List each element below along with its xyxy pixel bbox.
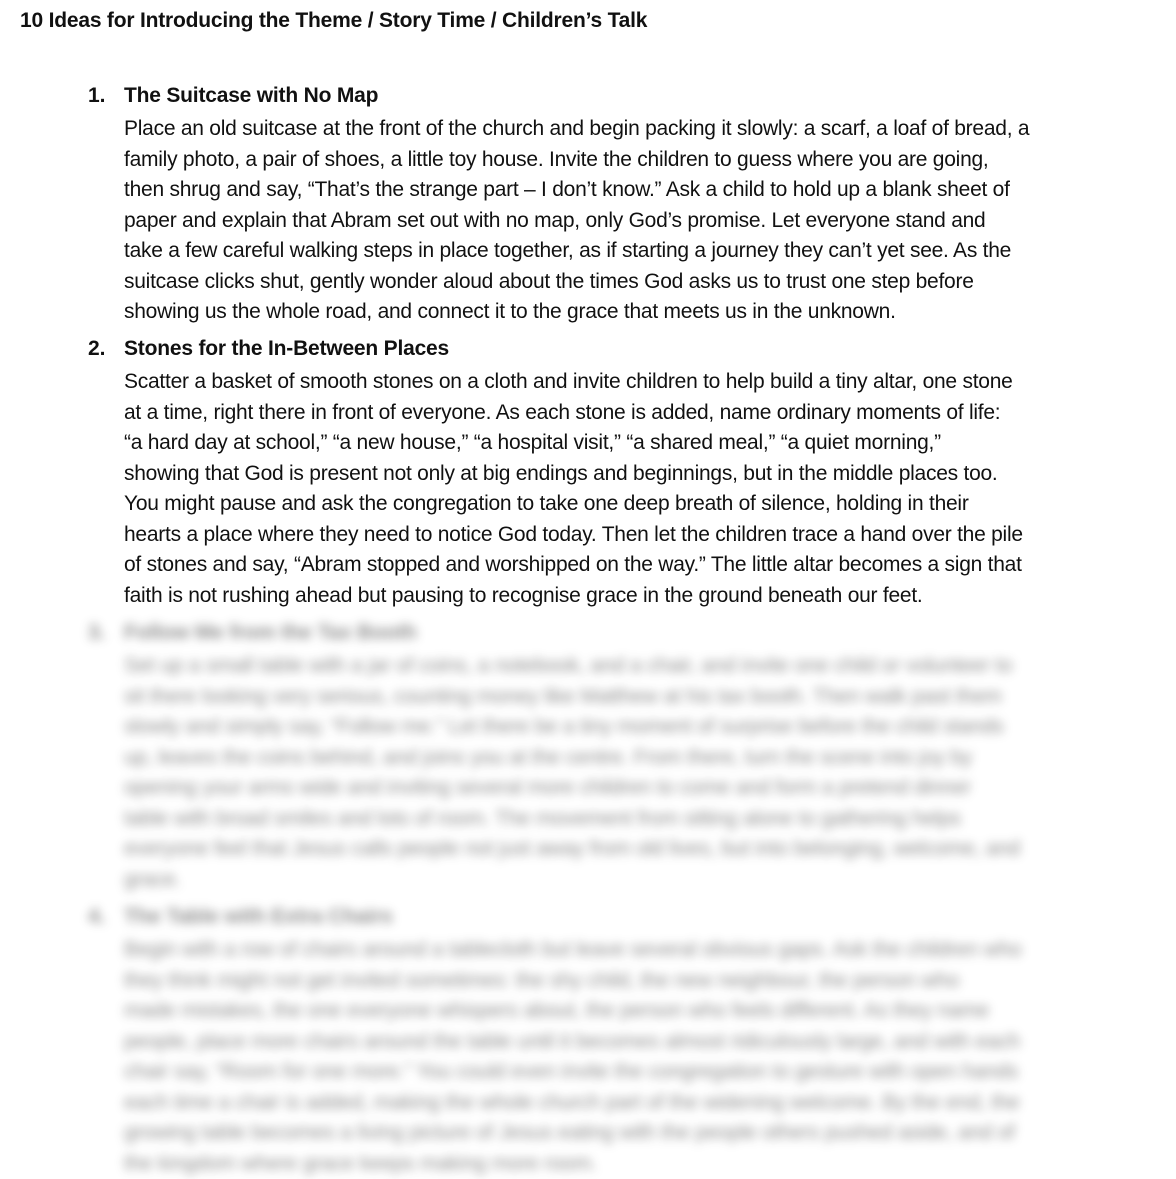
body-line: Scatter a basket of smooth stones on a cloth and invite children to help build a tiny altar, one stone [124, 367, 1164, 398]
body-line: each time a chair is added, making the whole church part of the widening welcome. By the end, the [124, 1088, 1164, 1119]
body-line: people, place more chairs around the table until it becomes almost ridiculously large, and with each [124, 1027, 1164, 1058]
list-number: 3. [88, 621, 106, 645]
body-line: made mistakes, the one everyone whispers about, the person who feels different. As they name [124, 996, 1164, 1027]
body-line: Place an old suitcase at the front of the church and begin packing it slowly: a scarf, a loaf of bread, a [124, 114, 1164, 145]
item-heading: The Suitcase with No Map [124, 84, 378, 108]
item-body [124, 114, 1164, 328]
item-heading: Stones for the In-Between Places [124, 337, 449, 361]
list-number: 4. [88, 905, 106, 929]
body-line: of stones and say, “Abram stopped and worshipped on the way.” The little altar becomes a sign that [124, 550, 1164, 581]
item-heading: Follow Me from the Tax Booth [124, 621, 417, 645]
body-line: faith is not rushing ahead but pausing to recognise grace in the ground beneath our feet. [124, 581, 1164, 612]
body-line: opening your arms wide and inviting several more children to come and form a pretend dinner [124, 773, 1164, 804]
body-line: take a few careful walking steps in place together, as if starting a journey they can’t yet see. As the [124, 236, 1164, 267]
body-line: You might pause and ask the congregation to take one deep breath of silence, holding in their [124, 489, 1164, 520]
body-line: paper and explain that Abram set out with no map, only God’s promise. Let everyone stand and [124, 206, 1164, 237]
body-line: family photo, a pair of shoes, a little toy house. Invite the children to guess where you are going, [124, 145, 1164, 176]
item-heading: The Table with Extra Chairs [124, 905, 392, 929]
body-line: up, leaves the coins behind, and joins you at the centre. From there, turn the scene into joy by [124, 743, 1164, 774]
body-line: Begin with a row of chairs around a tablecloth but leave several obvious gaps. Ask the children who [124, 935, 1164, 966]
body-line: they think might not get invited sometimes: the shy child, the new neighbour, the person who [124, 966, 1164, 997]
body-line: showing that God is present not only at big endings and beginnings, but in the middle places too. [124, 459, 1164, 490]
body-line: at a time, right there in front of everyone. As each stone is added, name ordinary moments of life: [124, 398, 1164, 429]
body-line: chair say, “Room for one more.” You could even invite the congregation to gesture with open hands [124, 1057, 1164, 1088]
body-line: the kingdom where grace keeps making more room. [124, 1149, 1164, 1179]
body-line: showing us the whole road, and connect it to the grace that meets us in the unknown. [124, 297, 1164, 328]
list-number: 1. [88, 84, 106, 108]
item-body [124, 935, 1164, 1179]
item-body [124, 367, 1164, 611]
body-line: growing table becomes a living picture of Jesus eating with the people others pushed aside, and of [124, 1118, 1164, 1149]
body-line: grace. [124, 865, 1164, 896]
body-line: hearts a place where they need to notice God today. Then let the children trace a hand over the pile [124, 520, 1164, 551]
body-line: “a hard day at school,” “a new house,” “a hospital visit,” “a shared meal,” “a quiet morning,” [124, 428, 1164, 459]
document-title: 10 Ideas for Introducing the Theme / Story Time / Children’s Talk [20, 9, 647, 33]
list-number: 2. [88, 337, 106, 361]
body-line: suitcase clicks shut, gently wonder aloud about the times God asks us to trust one step before [124, 267, 1164, 298]
body-line: slowly and simply say, “Follow me.” Let there be a tiny moment of surprise before the child stands [124, 712, 1164, 743]
body-line: Set up a small table with a jar of coins, a notebook, and a chair, and invite one child or volunteer to [124, 651, 1164, 682]
body-line: then shrug and say, “That’s the strange part – I don’t know.” Ask a child to hold up a blank sheet of [124, 175, 1164, 206]
body-line: table with broad smiles and lots of room. The movement from sitting alone to gathering helps [124, 804, 1164, 835]
body-line: sit there looking very serious, counting money like Matthew at his tax booth. Then walk past them [124, 682, 1164, 713]
body-line: everyone feel that Jesus calls people not just away from old lives, but into belonging, welcome, and [124, 834, 1164, 865]
item-body [124, 651, 1164, 895]
